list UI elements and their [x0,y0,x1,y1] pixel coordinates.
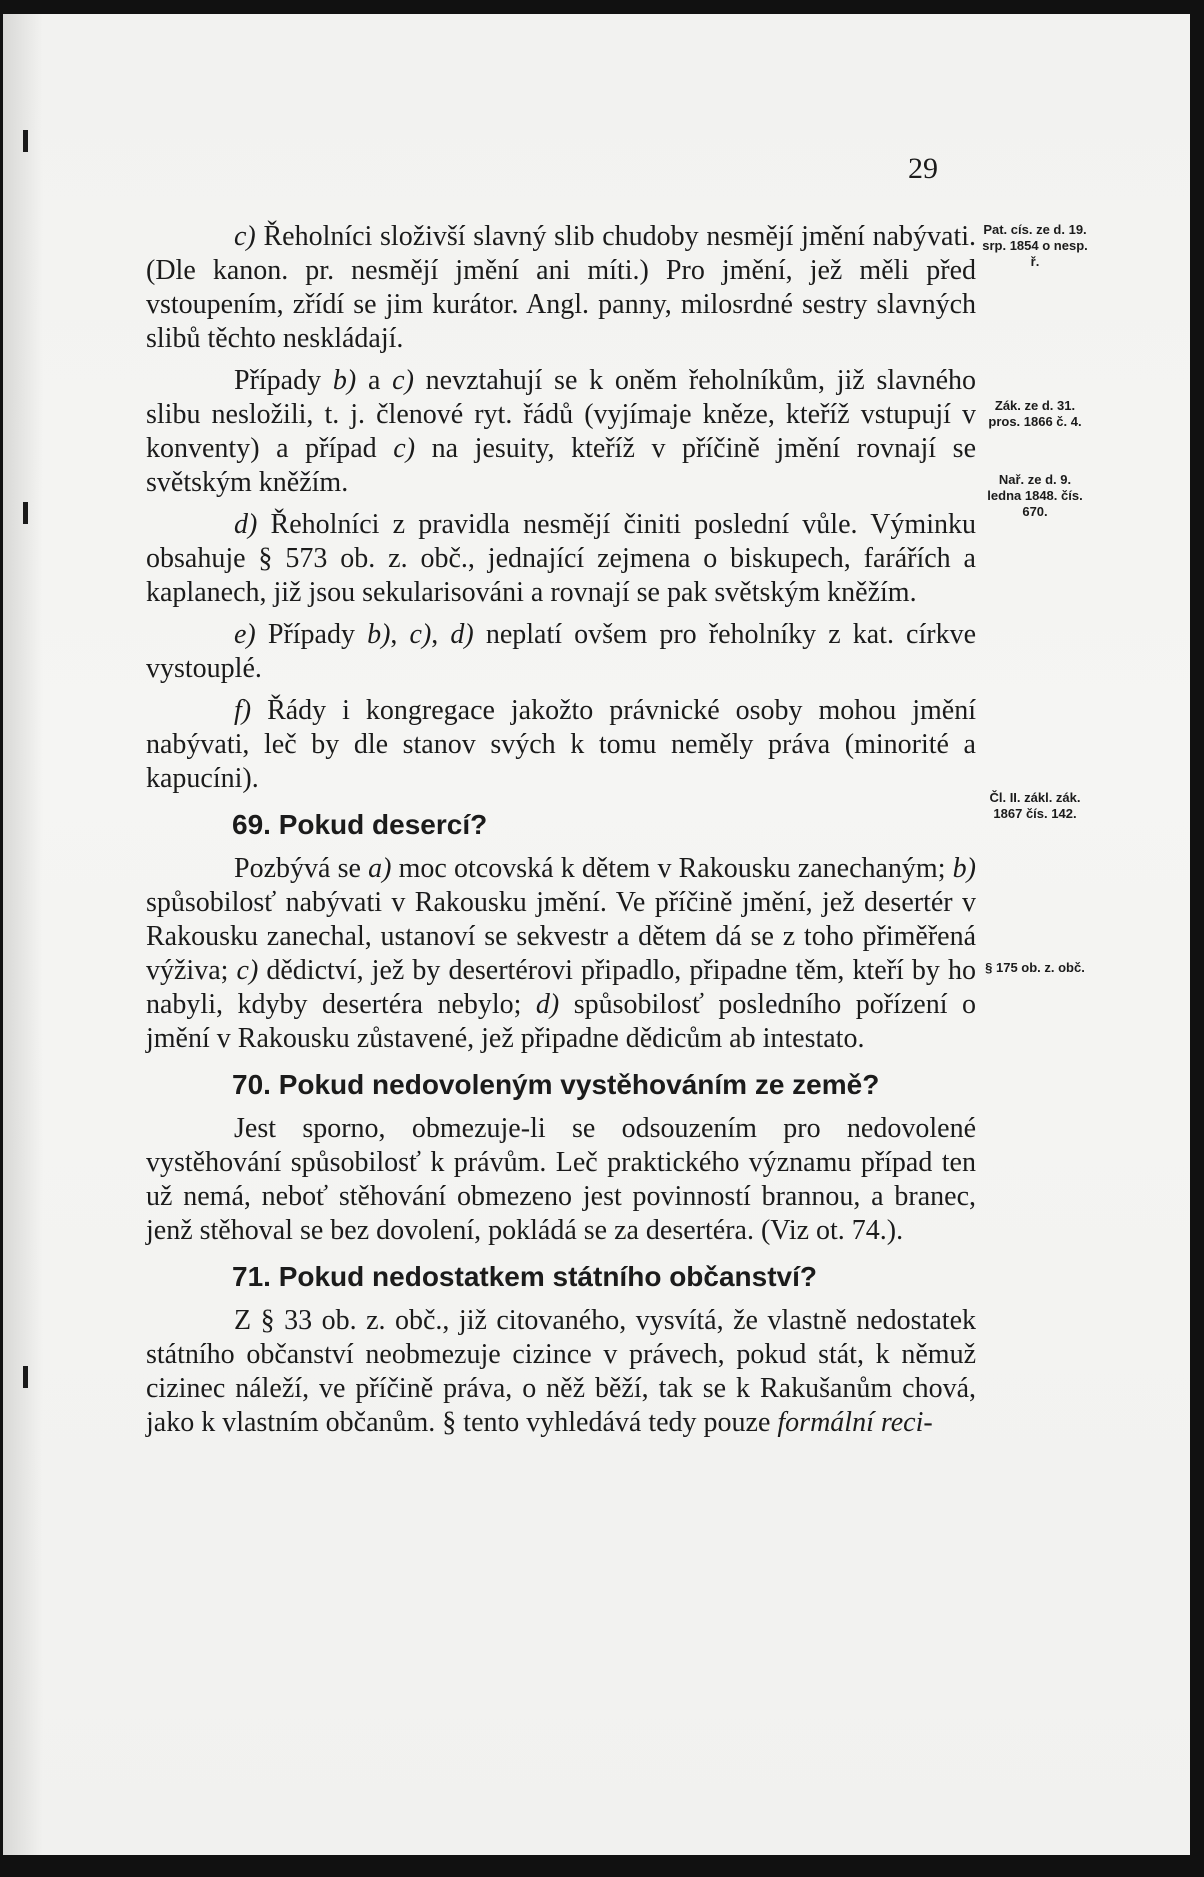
paragraph-text: Případy [234,365,333,396]
paragraph-text: spůsobilosť nabývati v Rakousku jmění. Ve příčině jmění, jež desertér v Rakousku zanechal, ustanoví se sekvestr a dětem dá se z toho přiměřená výživa; [146,887,976,986]
paragraph-text: Jest sporno, obmezuje-li se odsouzením pro nedovolené vystěhování spůsobilosť k právům. Leč praktického významu případ ten už nemá, neboť stěhování obmezeno jest povinností brannou, a branec, jenž stěhoval se bez dovolení, pokládá se za desertéra. (Viz ot. 74.). [146,1113,976,1246]
paragraph-text: nevztahují se k oněm řeholníkům, již slavného slibu nesložili, t. j. členové ryt. řádů (vyjímaje kněze, kteříž vstupují v konventy) a případ [146,365,976,464]
paragraph-text: , [390,619,410,650]
margin-note: § 175 ob. z. obč. [985,960,1085,975]
paragraph-text: dědictví, jež by desertérovi připadlo, připadne těm, kteří by ho nabyli, kdyby desertéra nebylo; [146,955,976,1020]
paragraph-desertion [146,852,976,1056]
item-letter: b) [332,365,357,396]
item-letter: c) [234,221,256,252]
binding-mark [23,502,28,524]
item-letter: b) [952,853,976,884]
paragraph-f-orders [146,694,976,796]
item-letter: b) [367,619,391,650]
item-letter: c) [236,955,259,986]
margin-note: Nař. ze d. 9. ledna 1848. čís. 670. [987,472,1083,519]
paragraph-e-exception [146,618,976,686]
item-letter: d) [450,619,474,650]
paragraph-text: Řeholníci složivší slavný slib chudoby nesmějí jmění nabývati. (Dle kanon. pr. nesmějí jmění ani míti.) Pro jmění, jež měli před vstoupením, zřídí se jim kurátor. Angl. panny, milosrdné sestry slavných slibů těchto neskládají. [146,221,976,354]
binding-mark [23,130,28,152]
page-body [146,220,976,1448]
paragraph-cases-b-c [146,364,976,500]
margin-shadow [3,14,43,1855]
paragraph-text: Případy [255,619,368,650]
emphasis-text: formální reci- [777,1407,933,1438]
item-letter: a) [368,853,392,884]
item-letter: c) [393,433,416,464]
paragraph-text: Řády i kongregace jakožto právnické osoby mohou jmění nabývati, leč by dle stanov svých k tomu neměly práva (minorité a kapucíni). [146,695,976,794]
paragraph-text: moc otcovská k dětem v Rakousku zanechaným; [391,853,953,884]
heading-69: 69. Pokud desercí? [232,809,488,840]
paragraph-text: spůsobilosť posledního pořízení o jmění v Rakousku zůstavené, jež připadne dědicům ab intestato. [146,989,976,1054]
margin-note: Čl. II. zákl. zák. 1867 čís. 142. [989,790,1081,821]
item-letter: d) [535,989,560,1020]
paragraph-emigration [146,1112,976,1248]
paragraph-text: Řeholníci z pravidla nesmějí činiti poslední vůle. Výminku obsahuje § 573 ob. z. obč., jednající zejmena o biskupech, farářích a kaplanech, již jsou sekularisováni a rovnají se pak světským kněžím. [146,509,976,608]
margin-note: Zák. ze d. 31. pros. 1866 č. 4. [988,398,1082,429]
paragraph-text: neplatí ovšem pro řeholníky z kat. církve vystouplé. [146,619,977,684]
paragraph-citizenship [146,1304,976,1440]
paragraph-text: Z § 33 ob. z. obč., již citovaného, vysvítá, že vlastně nedostatek státního občanství neobmezuje cizince v právech, pokud stát, k němuž cizinec náleží, ve příčině práva, o něž běží, tak se k Rakušanům chová, jako k vlastním občanům. § tento vyhledává tedy pouze [146,1305,976,1438]
paragraph-text: , [431,619,451,650]
item-letter: d) [234,509,258,540]
item-letter: c) [409,619,432,650]
heading-71: 71. Pokud nedostatkem státního občanství? [232,1261,818,1292]
paragraph-text: na jesuity, kteříž v příčině jmění rovnají se světským kněžím. [146,433,976,498]
item-letter: f) [234,695,252,726]
binding-mark [23,1366,28,1388]
heading-70: 70. Pokud nedovoleným vystěhováním ze země? [232,1069,880,1100]
paragraph-c-monks-property [146,220,976,356]
item-letter: c) [392,365,414,396]
item-letter: e) [234,619,256,650]
paragraph-d-last-will [146,508,976,610]
margin-note: Pat. cís. ze d. 19. srp. 1854 o nesp. ř. [982,222,1088,269]
paragraph-text: Pozbývá se [234,853,369,884]
page-number: 29 [908,152,938,185]
paragraph-text: a [356,365,393,396]
